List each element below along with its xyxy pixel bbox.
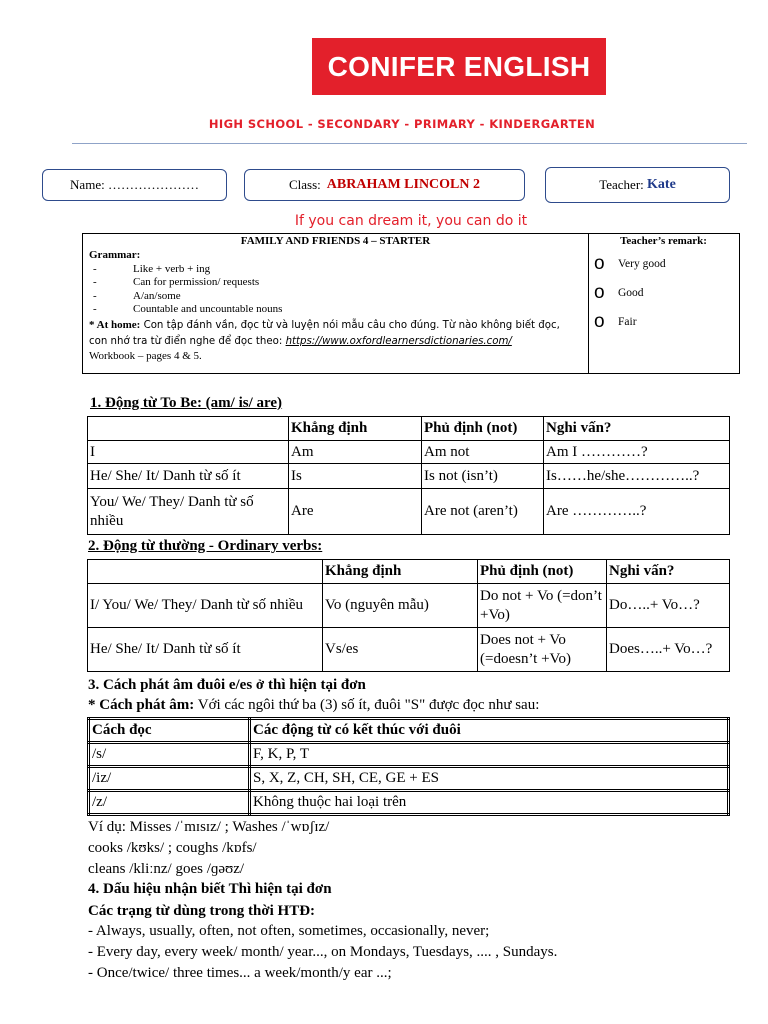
pronunciation-label: * Cách phát âm: [88,697,195,713]
table-cell: Am I …………? [544,441,730,464]
table-cell: F, K, P, T [250,743,729,767]
class-value: ABRAHAM LINCOLN 2 [326,177,481,192]
table-cell: /s/ [89,743,250,767]
table-cell: Vo (nguyên mẫu) [323,584,478,628]
table-row [88,464,730,489]
class-box [244,169,525,201]
table-cell: Is [289,464,422,489]
circle-bullet-icon: o [594,310,605,332]
school-levels: HIGH SCHOOL - SECONDARY - PRIMARY - KINDERGARTEN [208,117,596,131]
to-be-table [87,416,730,535]
adverb-line: - Once/twice/ three times... a week/month/y ear ...; [88,965,392,981]
table-cell: I [88,441,289,464]
table-cell: Does…..+ Vo…? [607,628,730,672]
remark-option [588,307,739,336]
pronunciation-intro [88,697,539,714]
table-cell: /z/ [89,791,250,815]
dictionary-link[interactable]: https://www.oxfordlearnersdictionaries.com/ [285,335,512,347]
workbook-pages: Workbook – pages 4 & 5. [89,349,202,362]
table-cell: He/ She/ It/ Danh từ số ít [88,464,289,489]
table-header-cell: Nghi vấn? [607,560,730,584]
brand-logo: CONIFER ENGLISH [312,38,606,95]
table-cell: You/ We/ They/ Danh từ số nhiều [88,489,289,535]
table-header-cell [88,560,323,584]
section3-heading: 3. Cách phát âm đuôi e/es ở thì hiện tại đơn [88,677,366,693]
home-text-1: Con tập đánh vần, đọc từ và luyện nói mẫu câu cho đúng. Từ nào không biết đọc, [143,319,560,331]
grammar-item: - A/an/some [89,290,588,304]
table-header-cell: Khẳng định [289,417,422,441]
pronunciation-table [87,717,730,816]
table-row [89,791,729,815]
grammar-item: - Can for permission/ requests [89,276,588,290]
table-cell: Am not [422,441,544,464]
table-row [88,628,730,672]
table-header-row [88,560,730,584]
table-cell: Are [289,489,422,535]
circle-bullet-icon: o [594,281,605,303]
section4-subheading: Các trạng từ dùng trong thời HTĐ: [88,903,316,919]
table-cell: S, X, Z, CH, SH, CE, GE + ES [250,767,729,791]
class-label: Class: [288,177,321,192]
name-box [42,169,227,201]
lesson-panel [83,234,589,373]
table-row [88,441,730,464]
table-cell: Vs/es [323,628,478,672]
teacher-value: Kate [647,177,676,192]
remark-panel [588,234,739,373]
remark-option [588,249,739,278]
name-label: Name: ………………… [70,177,199,192]
section2-heading: 2. Động từ thường - Ordinary verbs: [88,538,323,554]
teacher-box [545,167,730,203]
table-header-row [88,417,730,441]
remark-option-label: Very good [618,257,666,270]
lesson-title: FAMILY AND FRIENDS 4 – STARTER [240,235,431,247]
table-cell: Are not (aren’t) [422,489,544,535]
adverb-line: - Every day, every week/ month/ year..., on Mondays, Tuesdays, .... , Sundays. [88,944,558,960]
home-instructions [89,317,588,350]
table-cell: Do not + Vo (=don’t +Vo) [478,584,607,628]
table-row [89,767,729,791]
table-cell: Am [289,441,422,464]
table-row [88,489,730,535]
table-cell: Is not (isn’t) [422,464,544,489]
table-cell: /iz/ [89,767,250,791]
home-text-2: con nhớ tra từ điển nghe để đọc theo: [89,335,283,347]
table-cell: Does not + Vo (=doesn’t +Vo) [478,628,607,672]
example-line: Ví dụ: Misses /ˈmɪsɪz/ ; Washes /ˈwɒʃɪz/ [88,819,330,835]
table-cell: Are …………..? [544,489,730,535]
table-cell: He/ She/ It/ Danh từ số ít [88,628,323,672]
remark-option-label: Fair [618,315,637,328]
table-header-cell: Nghi vấn? [544,417,730,441]
example-line: cleans /kliːnz/ goes /ɡəʊz/ [88,861,245,877]
adverb-line: - Always, usually, often, not often, sometimes, occasionally, never; [88,923,490,939]
header-divider [72,143,747,144]
remark-option-label: Good [618,286,644,299]
table-header-cell: Các động từ có kết thúc với đuôi [250,719,729,743]
lesson-box [82,233,740,374]
ordinary-verbs-table [87,559,730,672]
table-header-cell: Phủ định (not) [478,560,607,584]
section1-heading: 1. Động từ To Be: (am/ is/ are) [90,395,283,411]
table-cell: Do…..+ Vo…? [607,584,730,628]
table-header-cell: Khẳng định [323,560,478,584]
table-header-cell [88,417,289,441]
grammar-label: Grammar: [89,249,141,261]
table-row [88,584,730,628]
grammar-item: - Countable and uncountable nouns [89,303,588,317]
table-cell: I/ You/ We/ They/ Danh từ số nhiều [88,584,323,628]
table-cell: Không thuộc hai loại trên [250,791,729,815]
grammar-list [89,263,588,317]
home-label: * At home: [89,318,141,331]
table-cell: Is……he/she…………..? [544,464,730,489]
section4-heading: 4. Dấu hiệu nhận biết Thì hiện tại đơn [88,881,332,897]
remark-title: Teacher’s remark: [620,235,707,247]
remark-option [588,278,739,307]
table-header-cell: Phủ định (not) [422,417,544,441]
motto: If you can dream it, you can do it [294,213,528,229]
example-line: cooks /kʊks/ ; coughs /kɒfs/ [88,840,257,856]
pronunciation-text: Với các ngôi thứ ba (3) số ít, đuôi "S" được đọc như sau: [197,697,540,713]
table-header-cell: Cách đọc [89,719,250,743]
circle-bullet-icon: o [594,252,605,274]
table-header-row [89,719,729,743]
table-row [89,743,729,767]
grammar-item: - Like + verb + ing [89,263,588,277]
teacher-label: Teacher: [599,177,644,192]
